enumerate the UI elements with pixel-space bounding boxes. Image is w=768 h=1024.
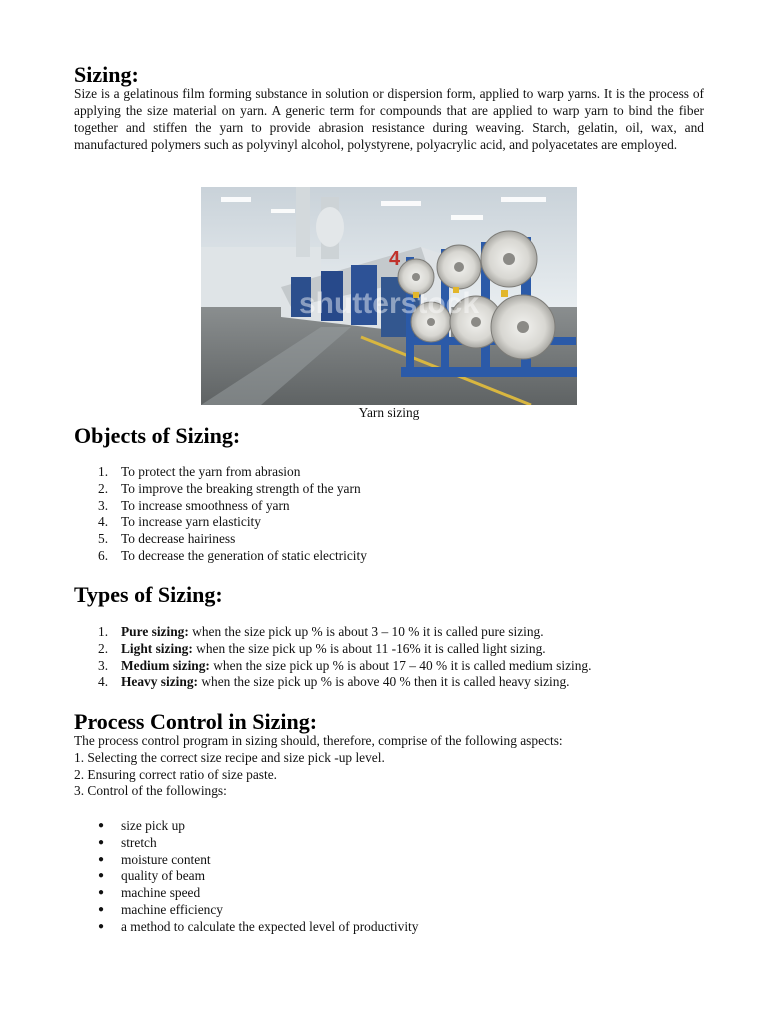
list-text: To decrease the generation of static electricity <box>121 547 367 563</box>
list-item <box>74 531 704 548</box>
list-text: To improve the breaking strength of the yarn <box>121 480 361 496</box>
type-description: when the size pick up % is about 11 -16% it is called light sizing. <box>192 640 546 656</box>
types-heading: Types of Sizing: <box>74 582 223 607</box>
list-item <box>74 624 704 641</box>
list-number: 1. <box>98 624 109 639</box>
bullet-text: size pick up <box>121 818 185 833</box>
list-item <box>74 548 704 565</box>
bullet-text: machine speed <box>121 885 201 901</box>
list-number: 5. <box>98 531 109 547</box>
bullet-icon: ● <box>98 820 105 831</box>
process-bullet-list <box>74 818 704 936</box>
type-term: Heavy sizing: <box>121 674 198 690</box>
sizing-paragraph: Size is a gelatinous film forming substance in solution or dispersion form, applied to warp yarns. It is the process of applying the size material on yarn. A generic term for compounds that are applied to warp yarn to bind the fiber together and stiffen the yarn to provide abrasion resistance during weaving. Starch, gelatin, oil, wax, and manufactured polymers such as polyvinyl alcohol, polystyrene, polyacrylic acid, and polyacetates are employed. <box>74 86 704 152</box>
figure-caption: Yarn sizing <box>358 405 420 420</box>
list-item <box>74 658 704 675</box>
list-number: 3. <box>98 657 109 673</box>
type-term: Medium sizing: <box>121 657 210 673</box>
yarn-sizing-photo <box>201 187 577 405</box>
type-description: when the size pick up % is about 17 – 40 % it is called medium sizing. <box>209 657 592 673</box>
type-description: when the size pick up % is about 3 – 10 % it is called pure sizing. <box>188 624 544 639</box>
type-term: Light sizing: <box>121 640 193 656</box>
list-item <box>74 902 704 919</box>
type-description: when the size pick up % is above 40 % then it is called heavy sizing. <box>198 674 570 690</box>
list-item <box>74 818 704 835</box>
list-item <box>74 868 704 885</box>
list-number: 4. <box>98 674 109 690</box>
list-item <box>74 885 704 902</box>
list-number: 4. <box>98 514 109 530</box>
list-item <box>74 835 704 852</box>
machine-number-label: 4 <box>389 248 401 270</box>
process-line: 2. Ensuring correct ratio of size paste. <box>74 766 278 782</box>
yarn-sizing-figure <box>201 187 577 405</box>
process-line: 3. Control of the followings: <box>74 783 227 799</box>
list-number: 3. <box>98 497 109 513</box>
bullet-icon: ● <box>98 853 105 865</box>
list-number: 2. <box>98 640 109 656</box>
objects-heading: Objects of Sizing: <box>74 423 241 448</box>
watermark-text: shutterstock <box>298 287 480 320</box>
bullet-icon: ● <box>98 903 105 915</box>
list-text: To protect the yarn from abrasion <box>121 464 301 479</box>
bullet-icon: ● <box>98 870 105 882</box>
bullet-text: a method to calculate the expected level of productivity <box>121 918 419 934</box>
sizing-heading: Sizing: <box>74 62 139 87</box>
list-number: 6. <box>98 547 109 563</box>
bullet-icon: ● <box>98 887 105 899</box>
process-heading: Process Control in Sizing: <box>74 709 318 734</box>
list-number: 1. <box>98 464 109 479</box>
bullet-text: machine efficiency <box>121 901 223 917</box>
list-item <box>74 481 704 498</box>
list-number: 2. <box>98 480 109 496</box>
bullet-text: stretch <box>121 834 157 850</box>
process-line: 1. Selecting the correct size recipe and size pick -up level. <box>74 749 385 765</box>
list-item <box>74 514 704 531</box>
list-text: To increase smoothness of yarn <box>121 497 290 513</box>
list-item <box>74 674 704 691</box>
process-intro <box>74 733 704 800</box>
bullet-text: moisture content <box>121 851 211 867</box>
list-item <box>74 498 704 515</box>
list-item <box>74 464 704 481</box>
bullet-text: quality of beam <box>121 868 206 884</box>
objects-list <box>74 464 704 565</box>
types-list <box>74 624 704 691</box>
process-line: The process control program in sizing should, therefore, comprise of the following aspects: <box>74 733 563 748</box>
list-item <box>74 641 704 658</box>
type-term: Pure sizing: <box>121 624 189 639</box>
list-item <box>74 919 704 936</box>
bullet-icon: ● <box>98 920 105 932</box>
list-item <box>74 852 704 869</box>
bullet-icon: ● <box>98 836 105 848</box>
list-text: To increase yarn elasticity <box>121 514 261 530</box>
list-text: To decrease hairiness <box>121 531 236 547</box>
